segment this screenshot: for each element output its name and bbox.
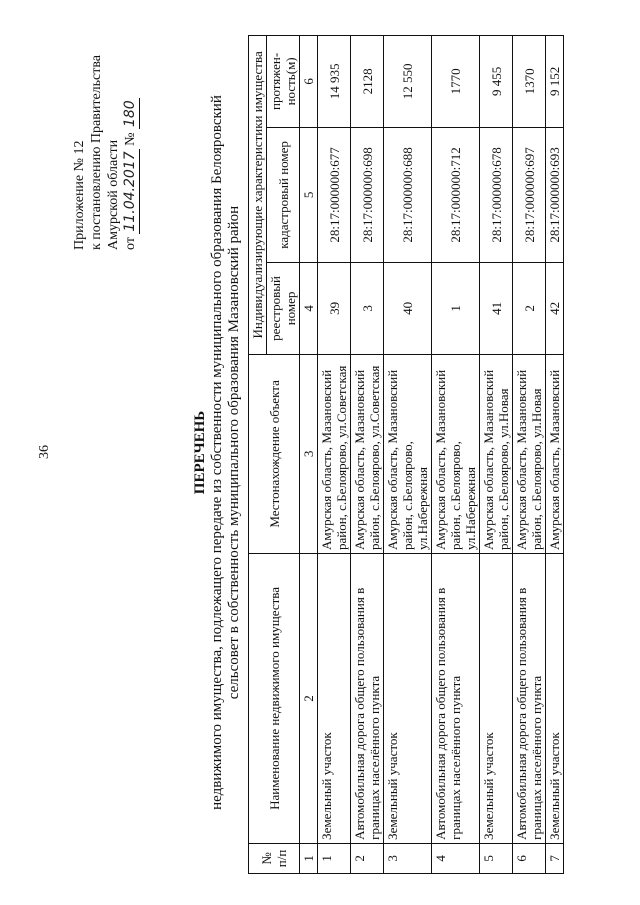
header-num: № п/п bbox=[249, 843, 300, 873]
table-row bbox=[513, 36, 546, 874]
handwritten-number: 180 bbox=[122, 100, 138, 128]
header-location: Местонахождение объекта bbox=[249, 354, 300, 553]
table-row bbox=[318, 36, 351, 874]
handwritten-date: 11.04.2017 bbox=[122, 151, 138, 232]
number-prefix: № bbox=[123, 132, 138, 146]
cell-length: 1370 bbox=[513, 36, 546, 128]
cell-location: Амурская область, Мазановский район, с.Белоярово, ул.Советская bbox=[318, 354, 351, 553]
cell-num: 3 bbox=[384, 843, 432, 873]
cell-length: 2128 bbox=[351, 36, 384, 128]
index-cell: 2 bbox=[300, 554, 318, 844]
title-line2: сельсовет в собственность муниципального образования Мазановский район bbox=[226, 205, 242, 700]
cell-location: Амурская область, Мазановский район, с.Белоярово, ул.Набережная bbox=[384, 354, 432, 553]
cell-length: 9 455 bbox=[480, 36, 513, 128]
header-reg: реестровый номер bbox=[267, 263, 300, 355]
cell-reg: 42 bbox=[546, 263, 564, 355]
cell-name: Земельный участок bbox=[480, 554, 513, 844]
cell-length: 1770 bbox=[432, 36, 480, 128]
cell-length: 12 550 bbox=[384, 36, 432, 128]
title-line1: недвижимого имущества, подлежащего передаче из собственности муниципального образования Белояровский bbox=[209, 95, 225, 810]
index-cell: 5 bbox=[300, 127, 318, 262]
table-row bbox=[384, 36, 432, 874]
cell-location: Амурская область, Мазановский район, с.Белоярово, ул.Советская bbox=[351, 354, 384, 553]
date-prefix: от bbox=[123, 237, 138, 250]
appendix-date-line bbox=[122, 55, 140, 250]
index-cell: 6 bbox=[300, 36, 318, 128]
cell-cadastral: 28:17:000000:677 bbox=[318, 127, 351, 262]
header-length: протяжен-ность(м) bbox=[267, 36, 300, 128]
index-row bbox=[300, 36, 318, 874]
cell-name: Земельный участок bbox=[318, 554, 351, 844]
cell-name: Земельный участок bbox=[384, 554, 432, 844]
cell-cadastral: 28:17:000000:697 bbox=[513, 127, 546, 262]
table-row bbox=[432, 36, 480, 874]
cell-name: Автомобильная дорога общего пользования в границах населённого пункта bbox=[432, 554, 480, 844]
cell-reg: 1 bbox=[432, 263, 480, 355]
cell-length: 9 152 bbox=[546, 36, 564, 128]
title-heading: ПЕРЕЧЕНЬ bbox=[192, 410, 208, 495]
index-cell: 3 bbox=[300, 354, 318, 553]
cell-reg: 3 bbox=[351, 263, 384, 355]
cell-num: 5 bbox=[480, 843, 513, 873]
index-cell: 1 bbox=[300, 843, 318, 873]
table-row bbox=[351, 36, 384, 874]
header-cadastral: кадастровый номер bbox=[267, 127, 300, 262]
cell-cadastral: 28:17:000000:693 bbox=[546, 127, 564, 262]
cell-cadastral: 28:17:000000:678 bbox=[480, 127, 513, 262]
appendix-block bbox=[71, 55, 140, 250]
cell-cadastral: 28:17:000000:698 bbox=[351, 127, 384, 262]
cell-name: Автомобильная дорога общего пользования в границах населённого пункта bbox=[513, 554, 546, 844]
cell-num: 1 bbox=[318, 843, 351, 873]
cell-length: 14 935 bbox=[318, 36, 351, 128]
cell-location: Амурская область, Мазановский район, с.Белоярово, ул.Новая bbox=[480, 354, 513, 553]
cell-name: Земельный участок bbox=[546, 554, 564, 844]
header-individual: Индивидуализирующие характеристики имущества bbox=[249, 36, 267, 355]
cell-cadastral: 28:17:000000:688 bbox=[384, 127, 432, 262]
header-name: Наименование недвижимого имущества bbox=[249, 554, 300, 844]
cell-num: 2 bbox=[351, 843, 384, 873]
property-table bbox=[248, 35, 564, 874]
index-cell: 4 bbox=[300, 263, 318, 355]
cell-reg: 41 bbox=[480, 263, 513, 355]
cell-reg: 39 bbox=[318, 263, 351, 355]
cell-location: Амурская область, Мазановский район, с.Белоярово, ул.Набережная bbox=[432, 354, 480, 553]
appendix-line2: к постановлению Правительства bbox=[89, 54, 104, 250]
appendix-line3: Амурской области bbox=[106, 139, 121, 250]
document-title bbox=[192, 0, 243, 905]
page-number: 36 bbox=[37, 445, 52, 459]
cell-name: Автомобильная дорога общего пользования в границах населённого пункта bbox=[351, 554, 384, 844]
cell-reg: 40 bbox=[384, 263, 432, 355]
cell-location: Амурская область, Мазановский bbox=[546, 354, 564, 553]
table-row bbox=[546, 36, 564, 874]
table-row bbox=[480, 36, 513, 874]
appendix-line1: Приложение № 12 bbox=[72, 140, 87, 250]
cell-reg: 2 bbox=[513, 263, 546, 355]
cell-cadastral: 28:17:000000:712 bbox=[432, 127, 480, 262]
cell-num: 6 bbox=[513, 843, 546, 873]
cell-location: Амурская область, Мазановский район, с.Белоярово, ул.Новая bbox=[513, 354, 546, 553]
header-row bbox=[249, 36, 267, 874]
cell-num: 7 bbox=[546, 843, 564, 873]
cell-num: 4 bbox=[432, 843, 480, 873]
